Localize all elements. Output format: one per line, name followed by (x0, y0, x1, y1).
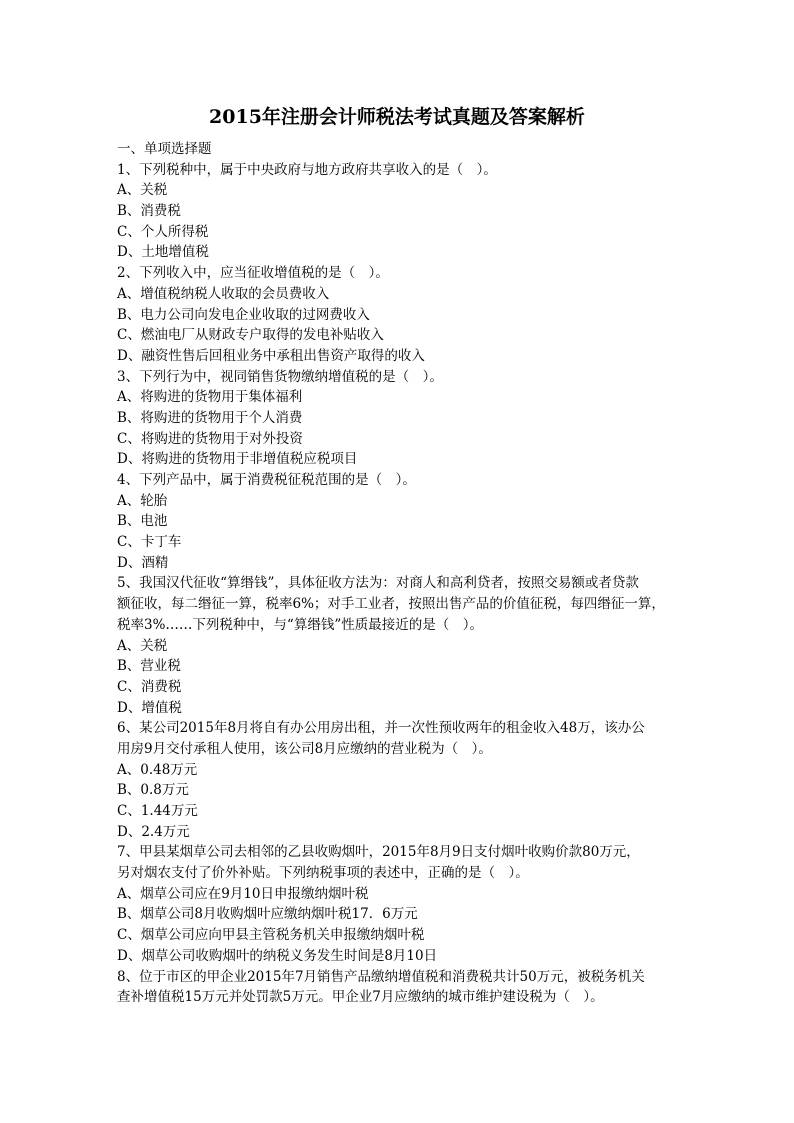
text-line: 1、下列税种中，属于中央政府与地方政府共享收入的是（ ）。 (117, 161, 497, 178)
text-line: D、2.4万元 (117, 823, 190, 840)
text-line: C、将购进的货物用于对外投资 (117, 430, 303, 447)
text-line: D、酒精 (117, 554, 169, 571)
text-line: 查补增值税15万元并处罚款5万元。甲企业7月应缴纳的城市维护建设税为（ ）。 (117, 989, 604, 1006)
text-line: C、消费税 (117, 678, 182, 695)
text-line: 8、位于市区的甲企业2015年7月销售产品缴纳增值税和消费税共计50万元，被税务机关 (117, 968, 645, 985)
text-line: D、增值税 (117, 699, 182, 716)
text-line: B、0.8万元 (117, 782, 189, 799)
text-line: B、电力公司向发电企业收取的过网费收入 (117, 306, 370, 323)
text-line: 5、我国汉代征收“算缗钱”，具体征收方法为：对商人和高利贷者，按照交易额或者贷款 (117, 575, 639, 592)
text-line: 3、下列行为中，视同销售货物缴纳增值税的是（ ）。 (117, 368, 443, 385)
text-line: 用房9月交付承租人使用，该公司8月应缴纳的营业税为（ ）。 (117, 740, 492, 757)
text-line: C、个人所得税 (117, 223, 209, 240)
text-line: A、轮胎 (117, 492, 168, 509)
text-line: D、烟草公司收购烟叶的纳税义务发生时间是8月10日 (117, 947, 438, 964)
text-line: C、烟草公司应向甲县主管税务机关申报缴纳烟叶税 (117, 927, 425, 944)
document-body (117, 139, 679, 1008)
text-line: 7、甲县某烟草公司去相邻的乙县收购烟叶，2015年8月9日支付烟叶收购价款80万元， (117, 844, 640, 861)
text-line: B、营业税 (117, 658, 181, 675)
text-line: 2、下列收入中，应当征收增值税的是（ ）。 (117, 265, 389, 282)
text-line: A、将购进的货物用于集体福利 (117, 389, 303, 406)
text-line: B、电池 (117, 513, 168, 530)
text-line: A、烟草公司应在9月10日申报缴纳烟叶税 (117, 885, 369, 902)
text-line: B、将购进的货物用于个人消费 (117, 409, 303, 426)
text-line: B、烟草公司8月收购烟叶应缴纳烟叶税17．6万元 (117, 906, 418, 923)
text-line: C、1.44万元 (117, 803, 198, 819)
text-line: D、将购进的货物用于非增值税应税项目 (117, 451, 358, 468)
text-line: 一、单项选择题 (117, 141, 212, 157)
text-line: D、融资性售后回租业务中承租出售资产取得的收入 (117, 347, 425, 364)
text-line: C、卡丁车 (117, 534, 182, 551)
text-line: A、关税 (117, 637, 168, 654)
text-line: 另对烟农支付了价外补贴。下列纳税事项的表述中，正确的是（ ）。 (117, 865, 529, 882)
text-line: A、0.48万元 (117, 761, 198, 778)
text-line: C、燃油电厂从财政专户取得的发电补贴收入 (117, 327, 384, 344)
text-line: A、关税 (117, 182, 168, 199)
text-line: B、消费税 (117, 203, 181, 220)
text-line: 税率3%……下列税种中，与“算缗钱”性质最接近的是（ ）。 (117, 616, 483, 633)
text-line: 4、下列产品中，属于消费税征税范围的是（ ）。 (117, 472, 416, 488)
text-line: 6、某公司2015年8月将自有办公用房出租，并一次性预收两年的租金收入48万，该办公 (117, 720, 645, 737)
text-line: A、增值税纳税人收取的会员费收入 (117, 285, 330, 302)
document-title: 2015年注册会计师税法考试真题及答案解析 (209, 106, 585, 128)
text-line: D、土地增值税 (117, 244, 209, 261)
text-line: 额征收，每二缗征一算，税率6%；对手工业者，按照出售产品的价值征税，每四缗征一算， (117, 596, 665, 613)
